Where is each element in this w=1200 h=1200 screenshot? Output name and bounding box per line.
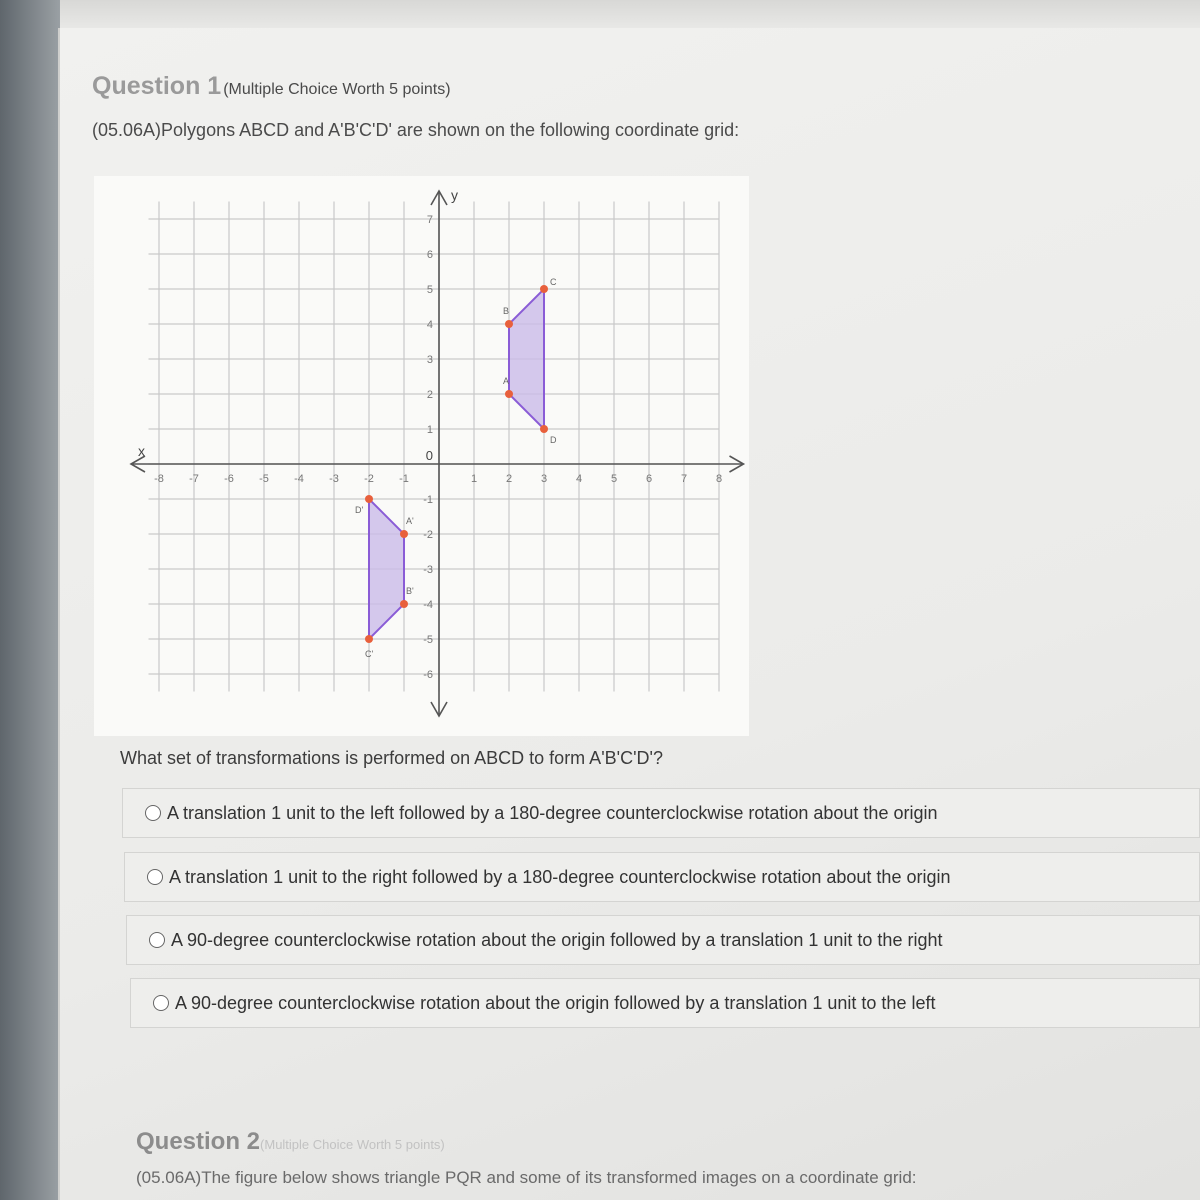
question-1-title	[92, 72, 451, 101]
vertex-label: D	[550, 435, 557, 445]
x-axis-label: x	[138, 443, 145, 459]
answer-choice-b[interactable]	[124, 852, 1200, 902]
vertex-label: A	[503, 376, 510, 386]
vertex-point	[540, 285, 548, 293]
question-1-prompt: What set of transformations is performed on ABCD to form A'B'C'D'?	[120, 748, 663, 768]
vertex-point	[400, 600, 408, 608]
quiz-page	[58, 28, 1200, 1200]
y-tick-label: 4	[426, 319, 433, 331]
answer-choice-c[interactable]	[126, 915, 1200, 965]
y-tick-label: -5	[423, 634, 433, 646]
y-axis-label: y	[451, 186, 458, 203]
answer-choice-d-label: A 90-degree counterclockwise rotation about the origin followed by a translation 1 unit to the left	[175, 992, 936, 1013]
x-tick-label: 6	[645, 473, 653, 485]
answer-choice-b-label: A translation 1 unit to the right followed by a 180-degree counterclockwise rotation about the origin	[169, 866, 951, 887]
vertex-label: D'	[355, 505, 364, 515]
x-tick-label: 7	[680, 473, 688, 485]
vertex-label: A'	[406, 516, 414, 526]
y-tick-label: -4	[423, 599, 433, 611]
y-tick-label: 7	[426, 214, 433, 226]
screen-edge	[0, 0, 60, 1200]
vertex-point	[505, 320, 513, 328]
polygon-abcd-prime	[369, 499, 404, 639]
y-tick-label: -2	[423, 529, 433, 541]
answer-choice-c-label: A 90-degree counterclockwise rotation about the origin followed by a translation 1 unit to the right	[171, 929, 943, 950]
y-tick-label: -6	[423, 669, 433, 681]
vertex-point	[365, 495, 373, 503]
answer-choice-a[interactable]	[122, 788, 1200, 838]
x-tick-label: 1	[470, 473, 478, 485]
question-1-number: Question 1	[92, 72, 222, 100]
browser-top-strip	[0, 0, 1200, 28]
question-1-worth: (Multiple Choice Worth 5 points)	[223, 81, 451, 98]
radio-button-icon[interactable]	[145, 805, 161, 821]
vertex-label: C	[550, 277, 557, 287]
x-tick-label: -4	[294, 473, 304, 485]
radio-button-icon[interactable]	[153, 995, 169, 1011]
vertex-label: B'	[406, 586, 414, 596]
origin-label: 0	[425, 448, 433, 463]
x-tick-label: 4	[575, 473, 583, 485]
y-tick-label: 1	[426, 424, 433, 436]
vertex-label: C'	[365, 649, 374, 659]
y-tick-label: 3	[426, 354, 433, 366]
question-2-number: Question 2	[136, 1128, 261, 1155]
y-tick-label: 5	[426, 284, 433, 296]
question-1-text: (05.06A)Polygons ABCD and A'B'C'D' are shown on the following coordinate grid:	[92, 120, 740, 140]
x-tick-label: 3	[540, 473, 548, 485]
x-tick-label: -2	[364, 473, 374, 485]
x-tick-label: 5	[610, 473, 618, 485]
y-tick-label: 2	[426, 389, 433, 401]
y-tick-label: 6	[426, 249, 433, 261]
vertex-point	[505, 390, 513, 398]
vertex-point	[365, 635, 373, 643]
vertex-point	[540, 425, 548, 433]
x-tick-label: -1	[399, 473, 409, 485]
radio-button-icon[interactable]	[149, 932, 165, 948]
x-tick-label: -3	[329, 473, 339, 485]
x-tick-label: 8	[715, 473, 723, 485]
answer-choice-d[interactable]	[130, 978, 1200, 1028]
x-tick-label: -5	[259, 473, 269, 485]
x-tick-label: 2	[505, 473, 513, 485]
radio-button-icon[interactable]	[147, 869, 163, 885]
y-tick-label: -3	[423, 564, 433, 576]
vertex-point	[400, 530, 408, 538]
question-2-worth: (Multiple Choice Worth 5 points)	[260, 1137, 445, 1152]
y-tick-label: -1	[423, 494, 433, 506]
polygon-abcd	[509, 289, 544, 429]
x-tick-label: -7	[189, 473, 199, 485]
x-tick-label: -6	[224, 473, 234, 485]
coordinate-grid	[94, 176, 749, 736]
vertex-label: B	[503, 306, 510, 316]
question-2-title	[136, 1128, 445, 1156]
answer-choice-a-label: A translation 1 unit to the left followed by a 180-degree counterclockwise rotation about the origin	[167, 802, 938, 823]
question-2-text: (05.06A)The figure below shows triangle PQR and some of its transformed images on a coordinate grid:	[136, 1168, 917, 1187]
x-tick-label: -8	[154, 473, 164, 485]
coordinate-grid-svg	[94, 176, 749, 736]
